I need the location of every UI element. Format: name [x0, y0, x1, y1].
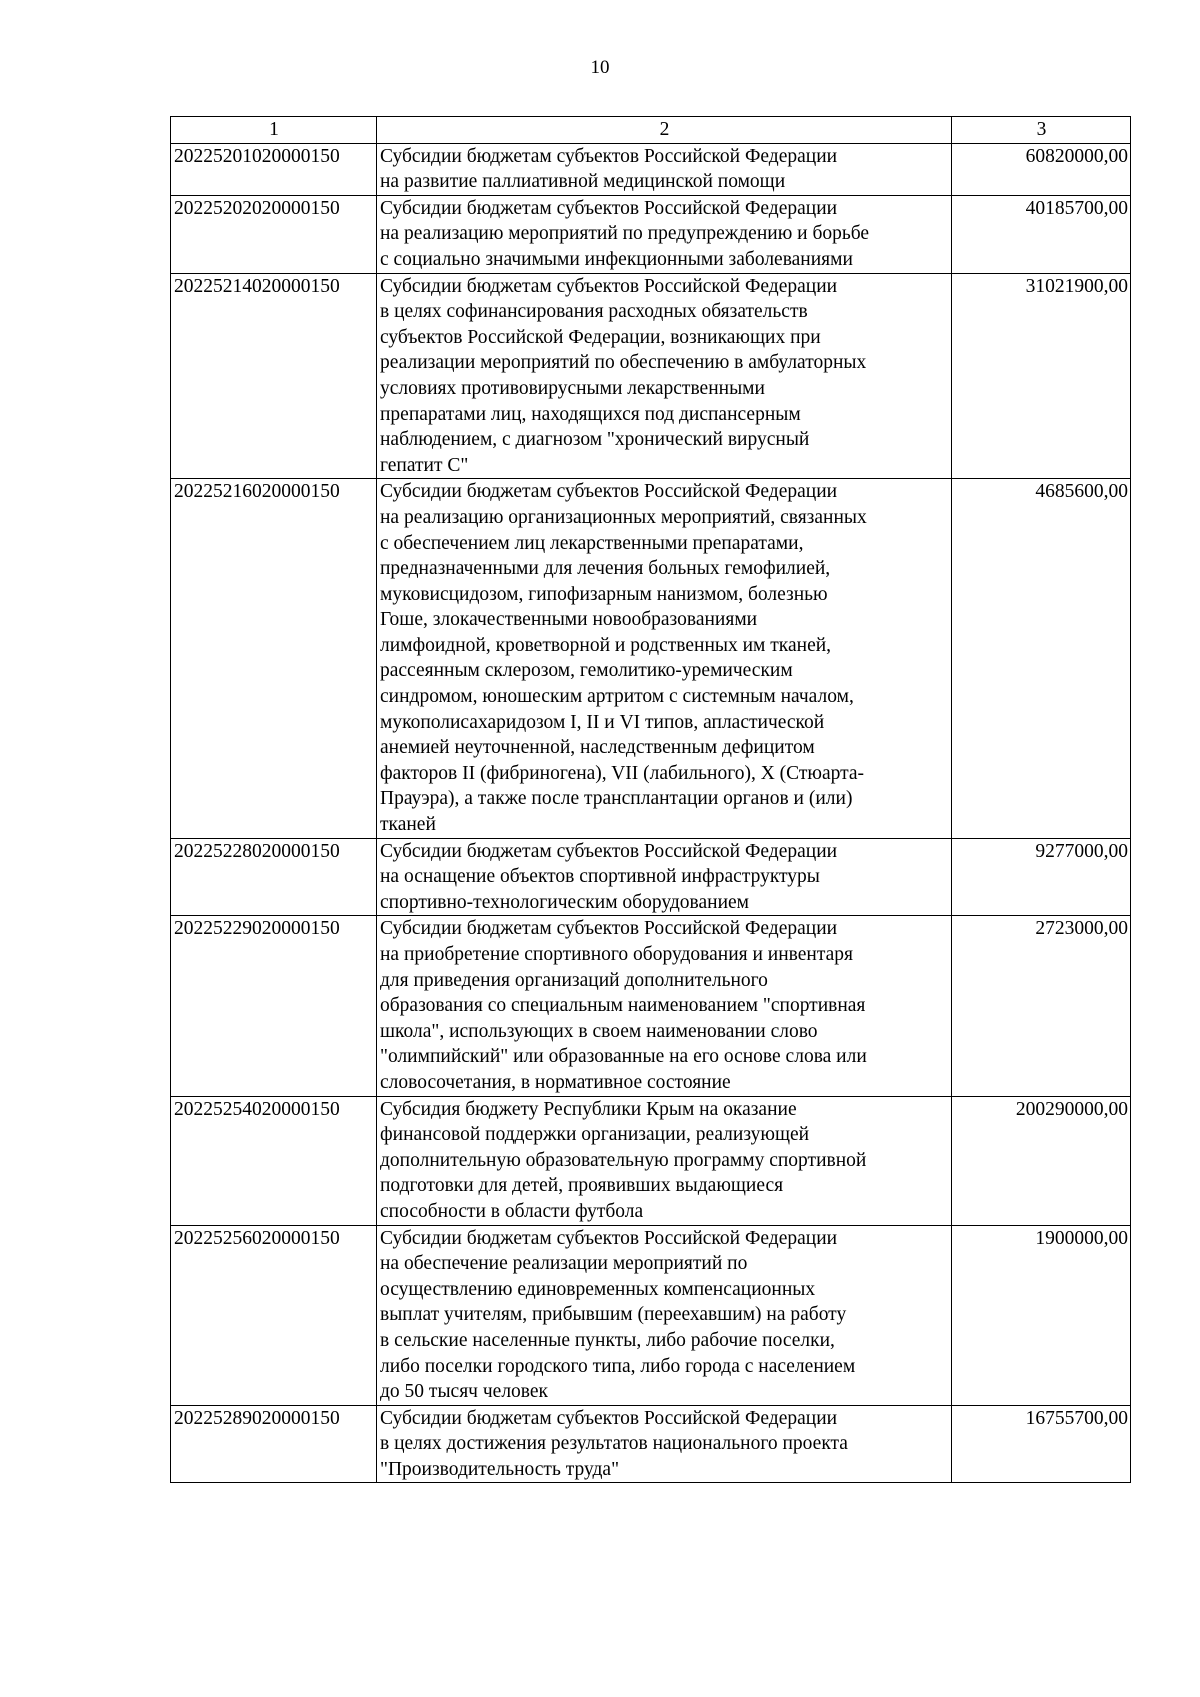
budget-code-cell: 20225229020000150: [171, 916, 377, 1096]
budget-table: [170, 116, 1131, 1483]
description-cell: Субсидии бюджетам субъектов Российской Федерации на обеспечение реализации мероприятий по осуществлению единовременных компенсационных выплат учителям, прибывшим (переехавшим) на работу в сельские населенные пункты, либо рабочие поселки, либо поселки городского типа, либо города с населением до 50 тысяч человек: [377, 1225, 952, 1405]
budget-code-cell: 20225228020000150: [171, 838, 377, 916]
table-header-row: [171, 117, 1131, 144]
table-row: [171, 195, 1131, 273]
budget-code-cell: 20225216020000150: [171, 479, 377, 838]
table-row: [171, 143, 1131, 195]
amount-cell: 200290000,00: [952, 1096, 1131, 1225]
amount-cell: 31021900,00: [952, 273, 1131, 479]
column-header-code: 1: [171, 117, 377, 144]
budget-code-cell: 20225202020000150: [171, 195, 377, 273]
amount-cell: 16755700,00: [952, 1405, 1131, 1483]
description-cell: Субсидии бюджетам субъектов Российской Федерации в целях софинансирования расходных обязательств субъектов Российской Федерации, возникающих при реализации мероприятий по обеспечению в амбулаторных условиях противовирусными лекарственными препаратами лиц, находящихся под диспансерным наблюдением, с диагнозом "хронический вирусный гепатит С": [377, 273, 952, 479]
budget-code-cell: 20225214020000150: [171, 273, 377, 479]
description-cell: Субсидии бюджетам субъектов Российской Федерации на развитие паллиативной медицинской помощи: [377, 143, 952, 195]
budget-code-cell: 20225201020000150: [171, 143, 377, 195]
budget-code-cell: 20225256020000150: [171, 1225, 377, 1405]
amount-cell: 1900000,00: [952, 1225, 1131, 1405]
table-row: [171, 273, 1131, 479]
amount-cell: 40185700,00: [952, 195, 1131, 273]
table-row: [171, 1225, 1131, 1405]
table-row: [171, 479, 1131, 838]
column-header-description: 2: [377, 117, 952, 144]
table-row: [171, 916, 1131, 1096]
amount-cell: 9277000,00: [952, 838, 1131, 916]
amount-cell: 60820000,00: [952, 143, 1131, 195]
table-row: [171, 838, 1131, 916]
table-row: [171, 1405, 1131, 1483]
description-cell: Субсидии бюджетам субъектов Российской Федерации в целях достижения результатов национального проекта "Производительность труда": [377, 1405, 952, 1483]
table-row: [171, 1096, 1131, 1225]
amount-cell: 4685600,00: [952, 479, 1131, 838]
page-number: 10: [590, 57, 610, 78]
description-cell: Субсидии бюджетам субъектов Российской Федерации на реализацию организационных мероприятий, связанных с обеспечением лиц лекарственными препаратами, предназначенными для лечения больных гемофилией, муковисцидозом, гипофизарным нанизмом, болезнью Гоше, злокачественными новообразованиями лимфоидной, кроветворной и родственных им тканей, рассеянным склерозом, гемолитико-уремическим синдромом, юношеским артритом с системным началом, мукополисахаридозом I, II и VI типов, апластической анемией неуточненной, наследственным дефицитом факторов II (фибриногена), VII (лабильного), X (Стюарта- Прауэра), а также после трансплантации органов и (или) тканей: [377, 479, 952, 838]
amount-cell: 2723000,00: [952, 916, 1131, 1096]
column-header-amount: 3: [952, 117, 1131, 144]
description-cell: Субсидии бюджетам субъектов Российской Федерации на оснащение объектов спортивной инфраструктуры спортивно-технологическим оборудованием: [377, 838, 952, 916]
budget-code-cell: 20225254020000150: [171, 1096, 377, 1225]
description-cell: Субсидии бюджетам субъектов Российской Федерации на реализацию мероприятий по предупреждению и борьбе с социально значимыми инфекционными заболеваниями: [377, 195, 952, 273]
description-cell: Субсидия бюджету Республики Крым на оказание финансовой поддержки организации, реализующей дополнительную образовательную программу спортивной подготовки для детей, проявивших выдающиеся способности в области футбола: [377, 1096, 952, 1225]
budget-code-cell: 20225289020000150: [171, 1405, 377, 1483]
description-cell: Субсидии бюджетам субъектов Российской Федерации на приобретение спортивного оборудования и инвентаря для приведения организаций дополнительного образования со специальным наименованием "спортивная школа", использующих в своем наименовании слово "олимпийский" или образованные на его основе слова или словосочетания, в нормативное состояние: [377, 916, 952, 1096]
